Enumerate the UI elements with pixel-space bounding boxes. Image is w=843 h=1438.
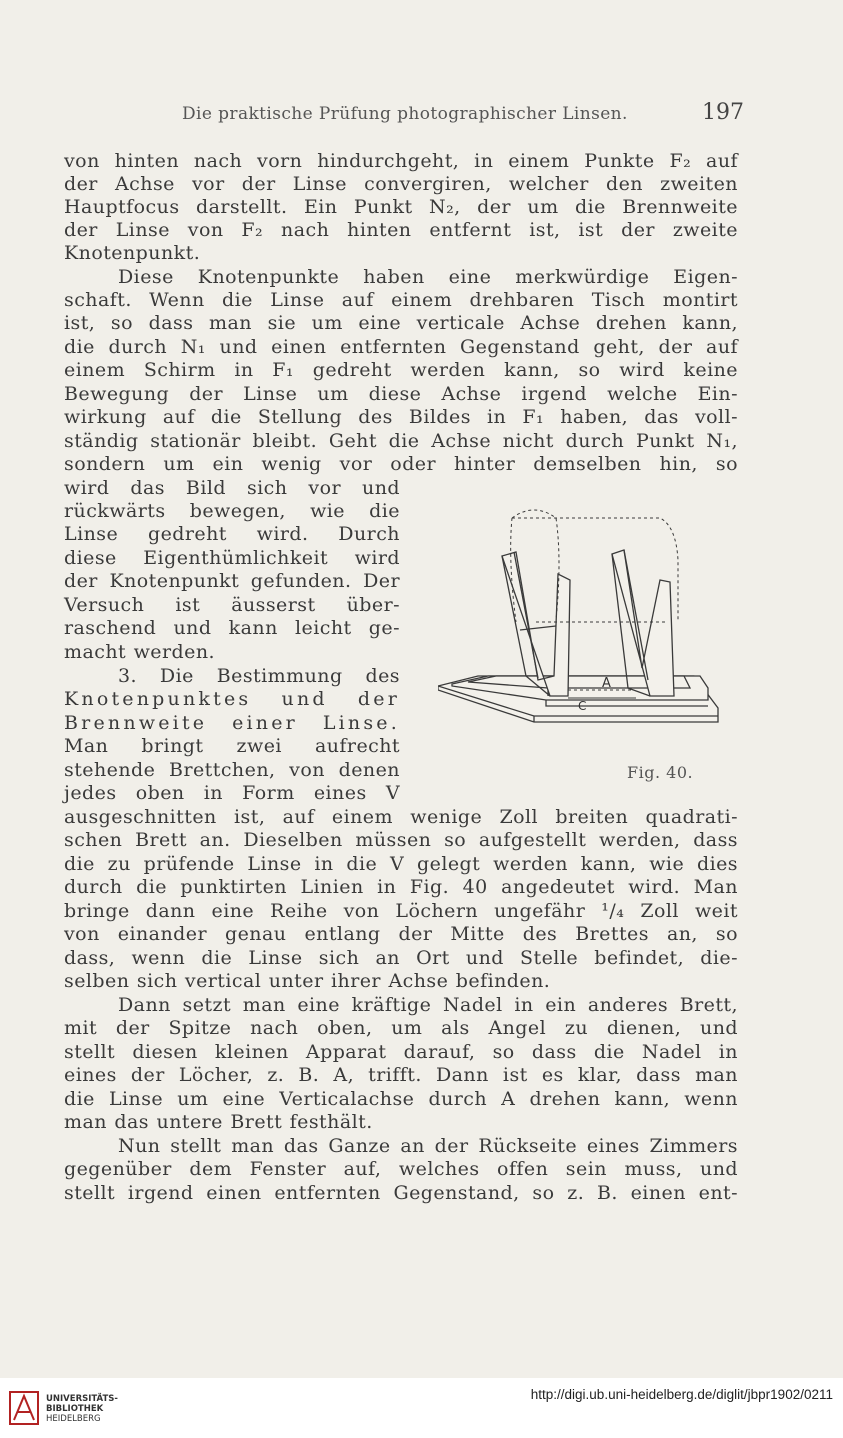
text-line: stehende Brettchen, von denen	[64, 759, 400, 781]
running-head: Die praktische Prüfung photographischer Linsen.	[182, 104, 628, 124]
university-library-logo-icon	[8, 1388, 40, 1428]
text-line: bringe dann eine Reihe von Löchern ungefähr ¹/₄ Zoll weit	[64, 900, 738, 922]
text-line: die zu prüfende Linse in die V gelegt werden kann, wie dies	[64, 853, 738, 875]
text-line: ausgeschnitten ist, auf einem wenige Zoll breiten quadrati-	[64, 806, 738, 828]
text-line: Nun stellt man das Ganze an der Rückseite eines Zimmers	[118, 1135, 738, 1157]
text-line: sondern um ein wenig vor oder hinter demselben hin, so	[64, 453, 738, 475]
lens-stand-figure	[438, 500, 730, 750]
section-heading-line: Knotenpunktes und der	[64, 688, 400, 710]
text-line: der Achse vor der Linse convergiren, welcher den zweiten	[64, 173, 738, 195]
text-line: rückwärts bewegen, wie die	[64, 500, 400, 522]
text-line: macht werden.	[64, 641, 216, 663]
text-line: jedes oben in Form eines V	[64, 782, 400, 804]
library-name-line3: HEIDELBERG	[46, 1414, 101, 1424]
text-line: durch die punktirten Linien in Fig. 40 angedeutet wird. Man	[64, 876, 738, 898]
library-name	[46, 1394, 118, 1424]
text-line: stellt diesen kleinen Apparat darauf, so dass die Nadel in	[64, 1041, 738, 1063]
text-line: man das untere Brett festhält.	[64, 1111, 373, 1133]
text-line: eines der Löcher, z. B. A, trifft. Dann ist es klar, dass man	[64, 1064, 738, 1086]
text-line: Knotenpunkt.	[64, 242, 201, 264]
text-line: von einander genau entlang der Mitte des Brettes an, so	[64, 923, 738, 945]
library-name-line2: BIBLIOTHEK	[46, 1404, 104, 1414]
text-line: Dann setzt man eine kräftige Nadel in ein anderes Brett,	[118, 994, 738, 1016]
text-line: ist, so dass man sie um eine verticale Achse drehen kann,	[64, 312, 738, 334]
text-line: Bewegung der Linse um diese Achse irgend welche Ein-	[64, 383, 738, 405]
library-name-line1: UNIVERSITÄTS-	[46, 1394, 118, 1404]
text-line: der Knotenpunkt gefunden. Der	[64, 570, 400, 592]
text-line: diese Eigenthümlichkeit wird	[64, 547, 400, 569]
label-a: A	[602, 676, 611, 691]
section-heading-line: Brennweite einer Linse.	[64, 712, 400, 734]
figure-caption: Fig. 40.	[627, 763, 694, 782]
text-line: wird das Bild sich vor und	[64, 477, 400, 499]
text-line: Linse gedreht wird. Durch	[64, 523, 400, 545]
text-line: schaft. Wenn die Linse auf einem drehbaren Tisch montirt	[64, 289, 738, 311]
text-line: mit der Spitze nach oben, um als Angel zu dienen, und	[64, 1017, 738, 1039]
text-line: selben sich vertical unter ihrer Achse befinden.	[64, 970, 551, 992]
text-line: der Linse von F₂ nach hinten entfernt ist, ist der zweite	[64, 219, 738, 241]
footer-bar	[0, 1378, 843, 1438]
text-line: die Linse um eine Verticalachse durch A drehen kann, wenn	[64, 1088, 738, 1110]
text-line: Man bringt zwei aufrecht	[64, 735, 400, 757]
text-line: die durch N₁ und einen entfernten Gegenstand geht, der auf	[64, 336, 738, 358]
text-line: ständig stationär bleibt. Geht die Achse nicht durch Punkt N₁,	[64, 430, 738, 452]
text-line: wirkung auf die Stellung des Bildes in F₁ haben, das voll-	[64, 406, 738, 428]
label-c: C	[578, 699, 587, 713]
text-line: Versuch ist äusserst über-	[64, 594, 400, 616]
source-url-link[interactable]: http://digi.ub.uni-heidelberg.de/diglit/jbpr1902/0211	[530, 1387, 833, 1402]
page-number: 197	[702, 100, 744, 125]
text-line: dass, wenn die Linse sich an Ort und Stelle befindet, die-	[64, 947, 738, 969]
text-line: gegenüber dem Fenster auf, welches offen sein muss, und	[64, 1158, 738, 1180]
section-heading-line: 3. Die Bestimmung des	[118, 665, 400, 687]
text-line: schen Brett an. Dieselben müssen so aufgestellt werden, dass	[64, 829, 738, 851]
text-line: von hinten nach vorn hindurchgeht, in einem Punkte F₂ auf	[64, 150, 738, 172]
text-line: raschend und kann leicht ge-	[64, 617, 400, 639]
text-line: Diese Knotenpunkte haben eine merkwürdige Eigen-	[118, 266, 738, 288]
text-line: einem Schirm in F₁ gedreht werden kann, so wird keine	[64, 359, 738, 381]
text-line: Hauptfocus darstellt. Ein Punkt N₂, der um die Brennweite	[64, 196, 738, 218]
text-line: stellt irgend einen entfernten Gegenstand, so z. B. einen ent-	[64, 1182, 738, 1204]
